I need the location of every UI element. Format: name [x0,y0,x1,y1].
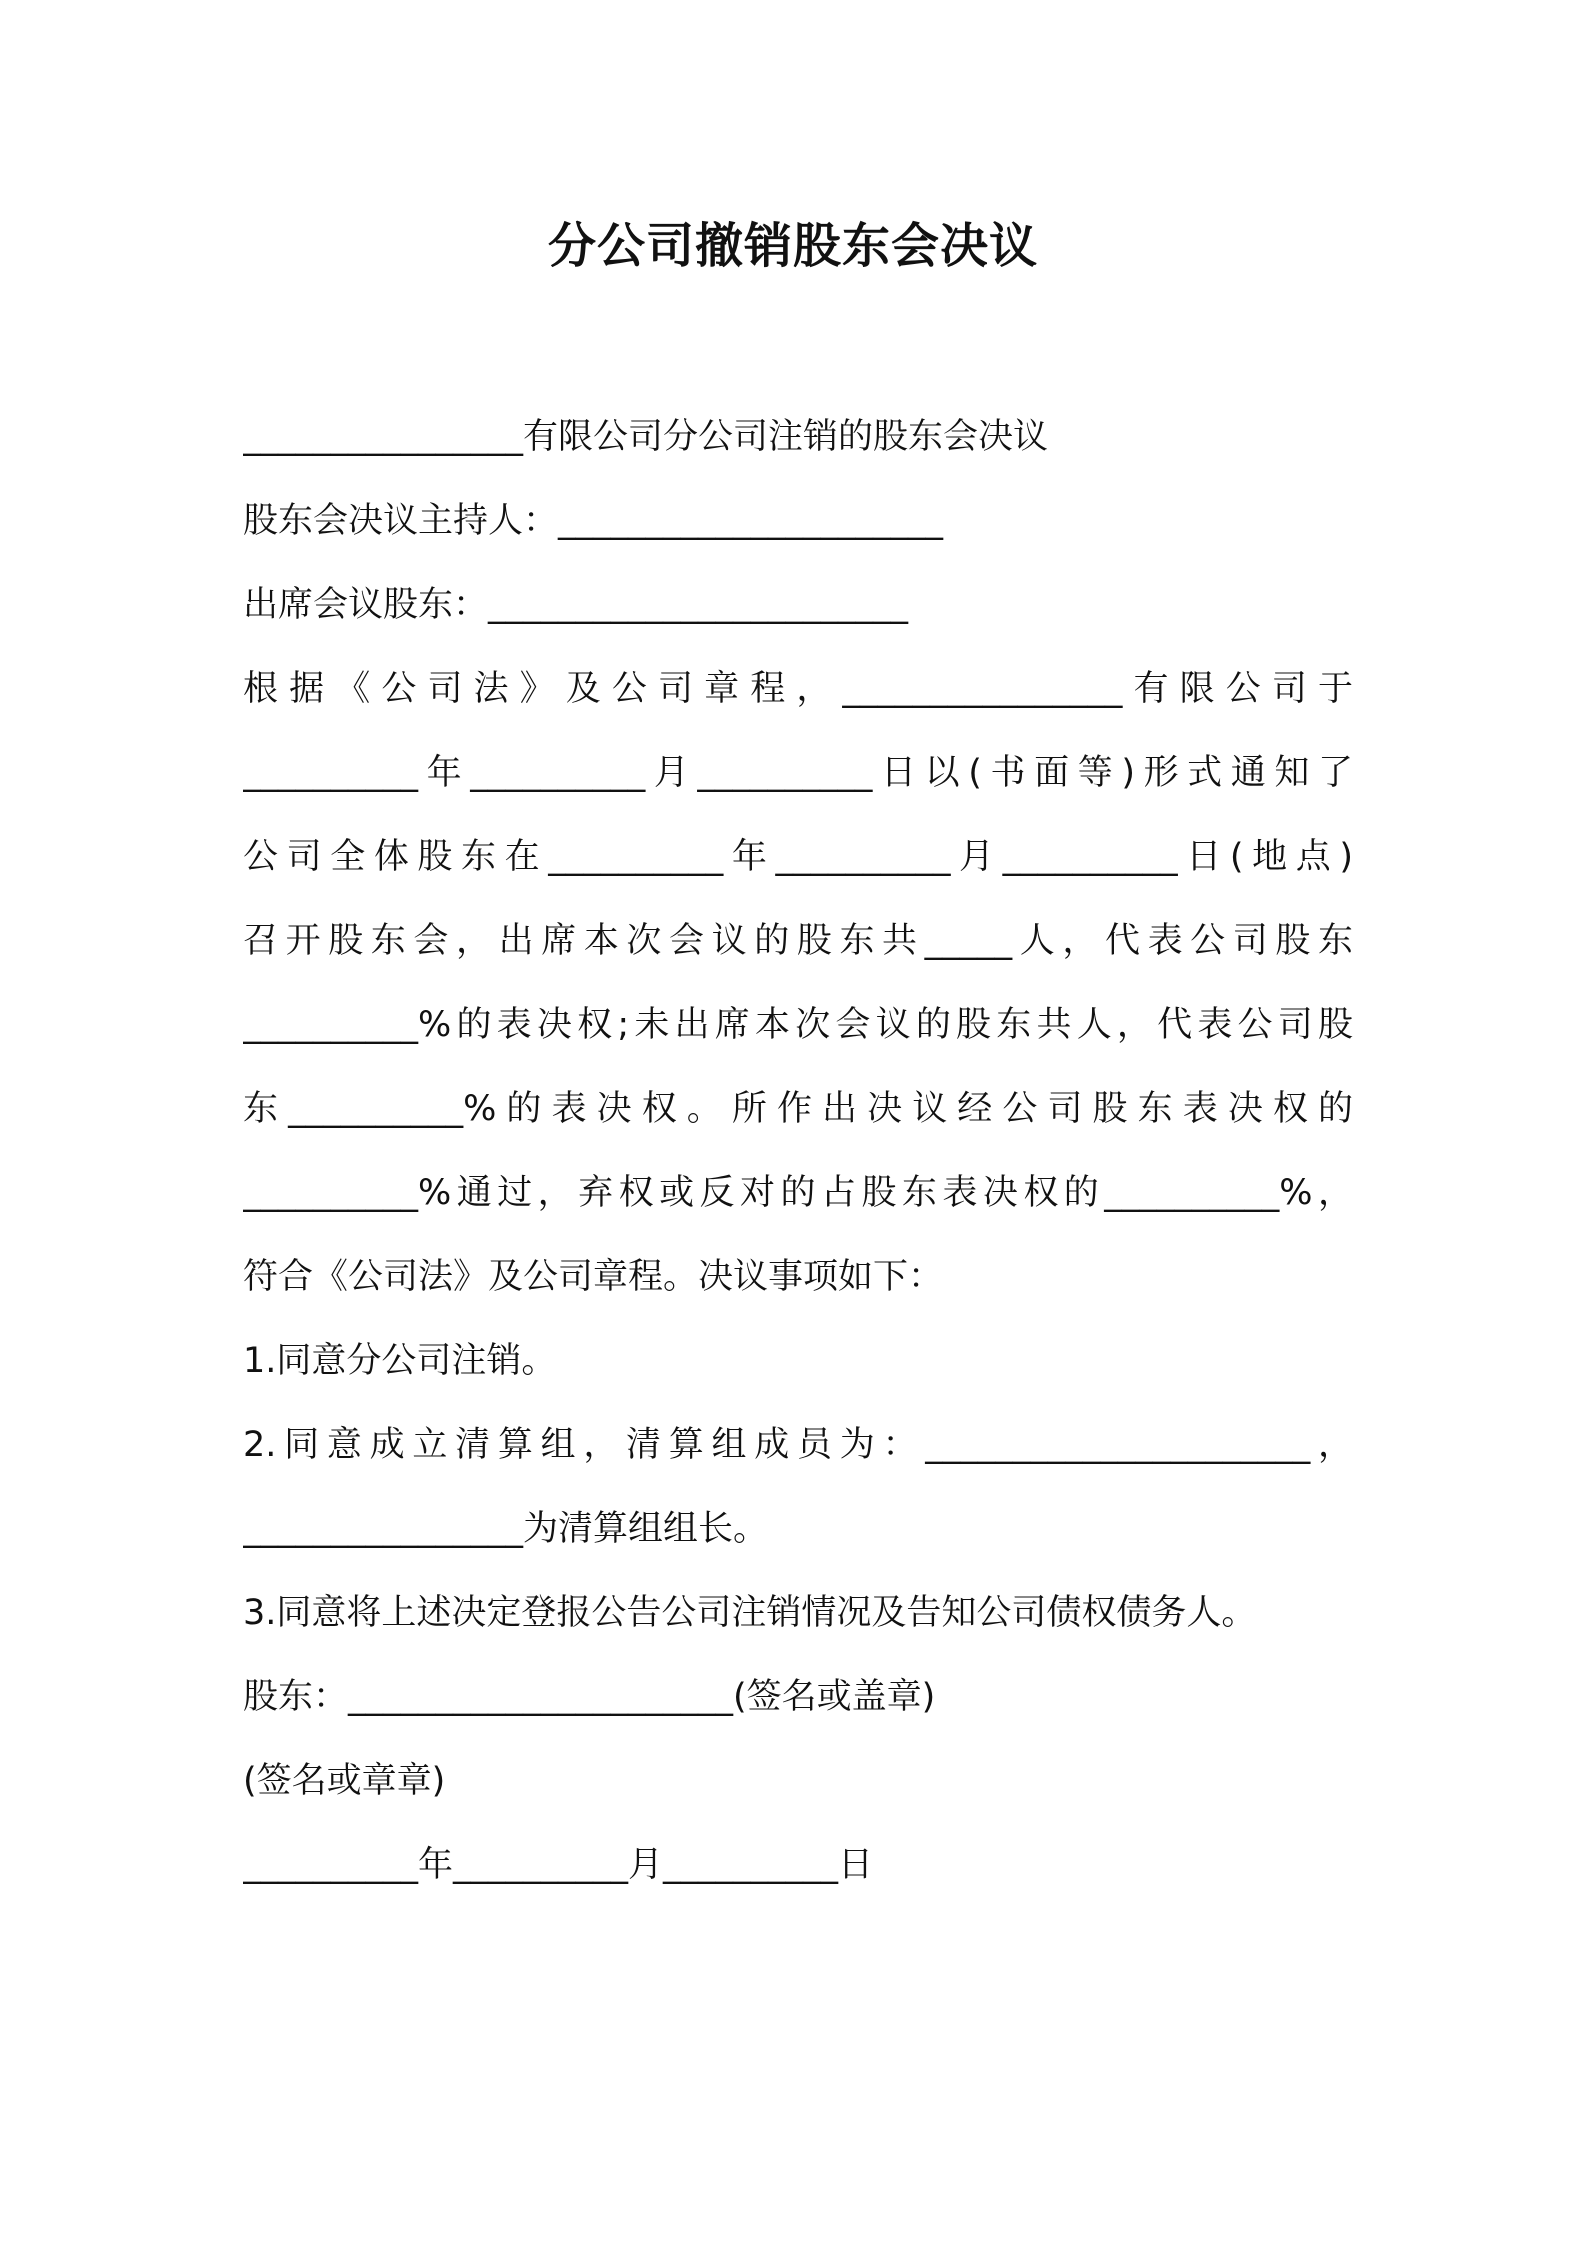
body-line-3: 公司全体股东在__________年__________月__________日(地点) [243,837,1353,877]
body-line-5: __________%的表决权;未出席本次会议的股东共人，代表公司股 [243,1005,1353,1045]
meeting-host-line: 股东会决议主持人：______________________ [243,501,944,541]
resolution-item-1: 1.同意分公司注销。 [243,1341,557,1381]
body-line-4: 召开股东会，出席本次会议的股东共_____人，代表公司股东 [243,921,1353,961]
document-title: 分公司撤销股东会决议 [547,218,1038,274]
body-line-6: 东__________%的表决权。所作出决议经公司股东表决权的 [243,1089,1353,1129]
body-line-7: __________%通过，弃权或反对的占股东表决权的__________%， [243,1173,1353,1213]
body-line-1: 根据《公司法》及公司章程，________________有限公司于 [243,669,1353,709]
shareholder-signature-line: 股东：______________________(签名或盖章) [243,1677,936,1717]
resolution-heading-line: ________________有限公司分公司注销的股东会决议 [243,417,1049,457]
signature-note: (签名或章章) [243,1761,446,1801]
body-line-8: 符合《公司法》及公司章程。决议事项如下： [243,1257,944,1297]
attending-shareholders-line: 出席会议股东：________________________ [243,585,909,625]
resolution-item-3: 3.同意将上述决定登报公告公司注销情况及告知公司债权债务人。 [243,1593,1257,1633]
date-line: __________年__________月__________日 [243,1845,874,1885]
resolution-item-2-cont: ________________为清算组组长。 [243,1509,769,1549]
resolution-item-2: 2.同意成立清算组，清算组成员为：______________________， [243,1425,1353,1465]
body-line-2: __________年__________月__________日以(书面等)形式通知了 [243,753,1353,793]
